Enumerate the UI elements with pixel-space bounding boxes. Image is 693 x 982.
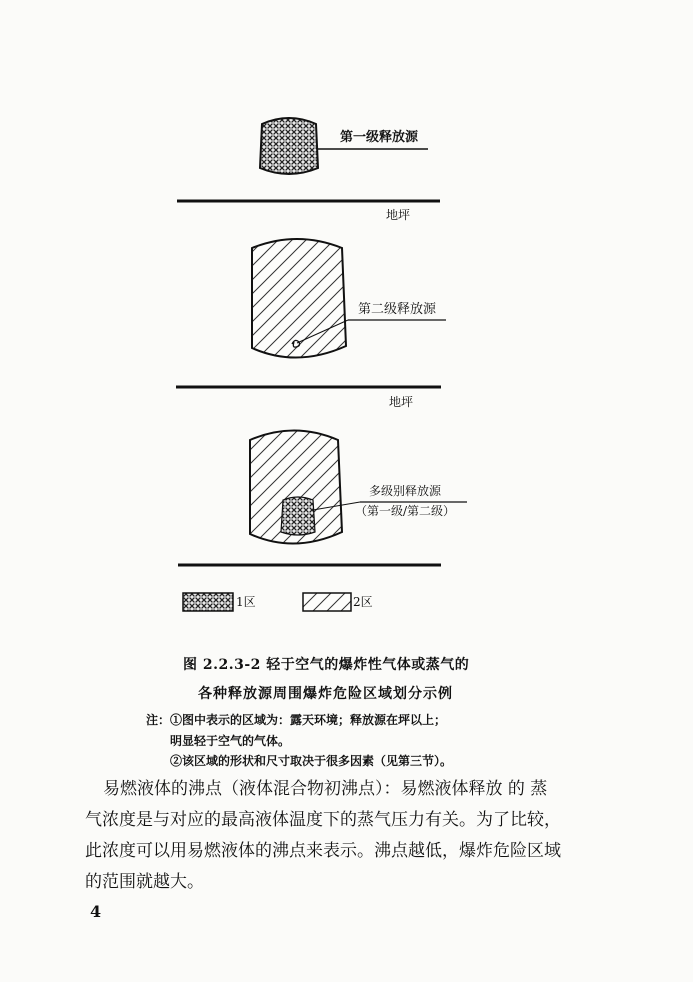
body-line-2: 气浓度是与对应的最高液体温度下的蒸气压力有关。为了比较， <box>85 810 561 830</box>
figure-caption-line1: 图 2.2.3-2 轻于空气的爆炸性气体或蒸气的 <box>183 657 470 673</box>
legend-zone2-label: 2区 <box>353 595 373 609</box>
body-line-3: 此浓度可以用易燃液体的沸点来表示。沸点越低，爆炸危险区域 <box>85 841 561 861</box>
zone1-shape-top <box>260 118 318 174</box>
source2-label: 第二级释放源 <box>358 302 437 317</box>
legend-zone1-label: 1区 <box>236 595 256 609</box>
note-line1: 注：①图中表示的区域为：露天环境；释放源在坪以上； <box>146 713 447 727</box>
zone2-shape-middle <box>252 239 346 358</box>
legend-zone2-swatch <box>303 593 351 611</box>
ground-label-1: 地坪 <box>386 208 411 222</box>
body-line-1: 易燃液体的沸点（液体混合物初沸点）：易燃液体释放 的 蒸 <box>103 779 548 799</box>
legend-zone1-swatch <box>183 593 233 611</box>
source3-label-line1: 多级别释放源 <box>369 484 442 498</box>
zone1-shape-bottom <box>281 497 315 535</box>
note-line2: 明显轻于空气的气体。 <box>170 734 291 748</box>
ground-label-2: 地坪 <box>389 395 414 409</box>
page-number: 4 <box>90 902 102 921</box>
body-paragraph <box>85 774 593 898</box>
source3-label-line2: （第一级/第二级） <box>355 504 456 518</box>
source1-label: 第一级释放源 <box>340 130 419 145</box>
note-line3: ②该区域的形状和尺寸取决于很多因素（见第三节）。 <box>170 754 453 768</box>
figure-caption-line2: 各种释放源周围爆炸危险区域划分示例 <box>198 686 453 702</box>
body-line-4: 的范围就越大。 <box>85 872 204 892</box>
